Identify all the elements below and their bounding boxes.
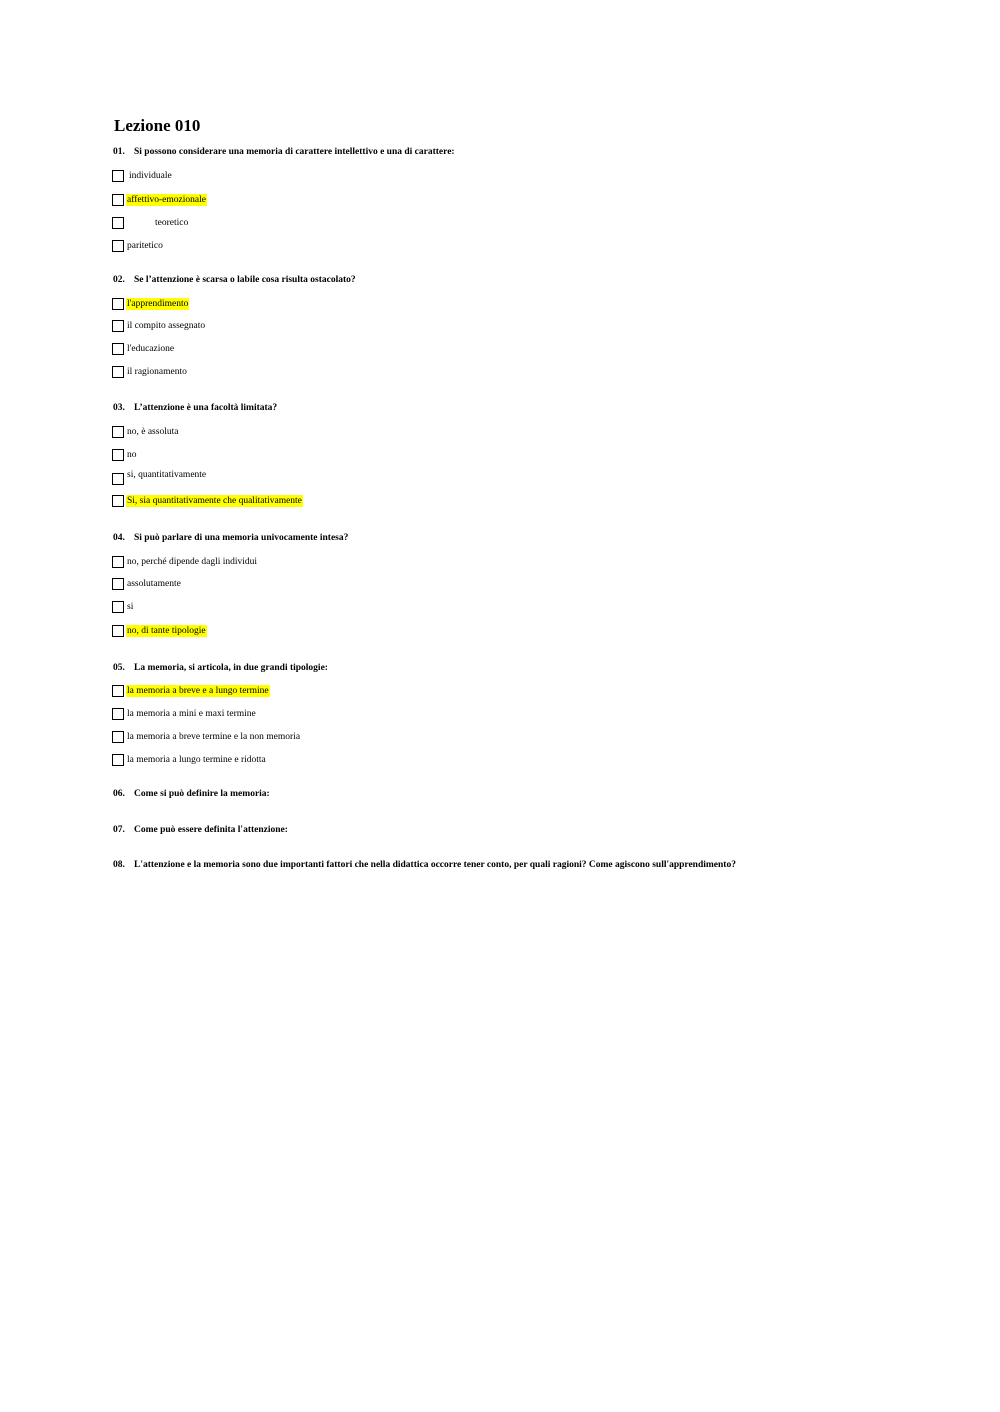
option-label-highlighted: l'apprendimento [127, 299, 189, 309]
question-text: Se l’attenzione è scarsa o labile cosa risulta ostacolato? [134, 275, 356, 285]
checkbox[interactable] [112, 298, 124, 310]
answer-option[interactable] [112, 425, 179, 439]
question-text: Come si può definire la memoria: [134, 789, 270, 799]
option-label-highlighted: affettivo-emozionale [127, 195, 206, 205]
question-text: L’attenzione è una facoltà limitata? [134, 403, 278, 413]
option-label-highlighted: la memoria a breve e a lungo termine [127, 686, 269, 696]
question-number: 02. [113, 275, 125, 285]
option-label: il compito assegnato [127, 321, 206, 331]
question-02 [113, 275, 356, 285]
answer-option[interactable] [112, 624, 207, 638]
option-label: la memoria a lungo termine e ridotta [127, 755, 266, 765]
answer-option[interactable] [112, 216, 189, 230]
question-08 [113, 860, 736, 870]
checkbox[interactable] [112, 343, 124, 355]
question-number: 05. [113, 663, 125, 673]
checkbox[interactable] [112, 495, 124, 507]
answer-option[interactable] [112, 600, 134, 614]
answer-option[interactable] [112, 239, 164, 253]
question-text: Come può essere definita l'attenzione: [134, 825, 288, 835]
checkbox[interactable] [112, 194, 124, 206]
question-05 [113, 663, 328, 673]
question-07 [113, 825, 288, 835]
checkbox[interactable] [112, 473, 124, 485]
answer-option[interactable] [112, 193, 207, 207]
checkbox[interactable] [112, 754, 124, 766]
option-label: teoretico [155, 218, 189, 228]
question-number: 04. [113, 533, 125, 543]
answer-option[interactable] [112, 577, 182, 591]
option-label: individuale [129, 171, 172, 181]
lesson-title: Lezione 010 [114, 116, 201, 135]
checkbox[interactable] [112, 240, 124, 252]
option-label: assolutamente [127, 579, 181, 589]
option-label: l'educazione [127, 344, 175, 354]
checkbox[interactable] [112, 625, 124, 637]
checkbox[interactable] [112, 601, 124, 613]
answer-option[interactable] [112, 297, 189, 311]
answer-option[interactable] [112, 169, 173, 183]
option-label: si [127, 602, 134, 612]
option-label: si, quantitativamente [127, 470, 207, 480]
answer-option[interactable] [112, 448, 138, 462]
checkbox[interactable] [112, 366, 124, 378]
checkbox[interactable] [112, 170, 124, 182]
option-label: la memoria a breve termine e la non memoria [127, 732, 301, 742]
answer-option[interactable] [112, 319, 206, 333]
checkbox[interactable] [112, 685, 124, 697]
option-label: paritetico [127, 241, 163, 251]
option-label: no, perché dipende dagli individui [127, 557, 258, 567]
question-text: Si può parlare di una memoria univocamente intesa? [134, 533, 349, 543]
answer-option[interactable] [112, 494, 303, 508]
question-number: 03. [113, 403, 125, 413]
option-label-highlighted: Si, sia quantitativamente che qualitativamente [127, 496, 302, 506]
checkbox[interactable] [112, 556, 124, 568]
question-number: 01. [113, 147, 125, 157]
question-text: L'attenzione e la memoria sono due importanti fattori che nella didattica occorre tener conto, per quali ragioni? Come agiscono sull'apprendimento? [134, 860, 736, 870]
option-label: no, è assoluta [127, 427, 179, 437]
question-number: 08. [113, 860, 125, 870]
answer-option[interactable] [112, 684, 270, 698]
checkbox[interactable] [112, 320, 124, 332]
question-03 [113, 403, 277, 413]
option-label: no [127, 450, 137, 460]
question-text: Si possono considerare una memoria di carattere intellettivo e una di carattere: [134, 147, 455, 157]
checkbox[interactable] [112, 426, 124, 438]
option-label: la memoria a mini e maxi termine [127, 709, 256, 719]
question-06 [113, 789, 270, 799]
answer-option[interactable] [112, 365, 188, 379]
option-label: il ragionamento [127, 367, 187, 377]
question-01 [113, 147, 455, 157]
question-text: La memoria, si articola, in due grandi tipologie: [134, 663, 328, 673]
checkbox[interactable] [112, 578, 124, 590]
question-number: 07. [113, 825, 125, 835]
answer-option[interactable] [112, 753, 267, 767]
checkbox[interactable] [112, 708, 124, 720]
answer-option[interactable] [112, 472, 207, 486]
answer-option[interactable] [112, 342, 175, 356]
answer-option[interactable] [112, 555, 258, 569]
checkbox[interactable] [112, 731, 124, 743]
answer-option[interactable] [112, 707, 257, 721]
checkbox[interactable] [112, 449, 124, 461]
question-number: 06. [113, 789, 125, 799]
answer-option[interactable] [112, 730, 301, 744]
checkbox[interactable] [112, 217, 124, 229]
question-04 [113, 533, 348, 543]
option-label-highlighted: no, di tante tipologie [127, 626, 206, 636]
